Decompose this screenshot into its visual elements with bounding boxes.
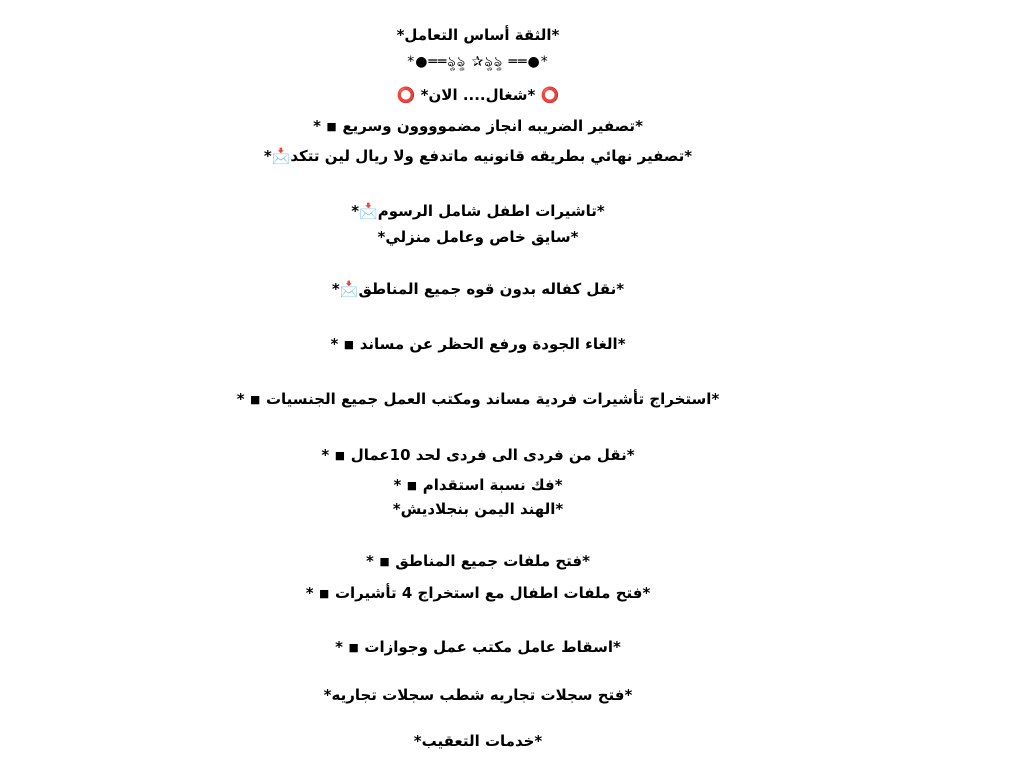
service-line-individual-transfer: *نقل من فردى الى فردى لحد 10عمال ◾ * (321, 446, 635, 464)
service-line-drop-worker: *اسقاط عامل مكتب عمل وجوازات ◾ * (335, 638, 621, 656)
service-line-child-visas: *تاشيرات اطفل شامل الرسوم📩* (351, 202, 605, 220)
service-line-driver-worker: *سايق خاص وعامل منزلي* (377, 228, 579, 246)
service-line-open-files: *فتح ملفات جميع المناطق ◾ * (366, 552, 590, 570)
service-line-tax-final: *تصفير نهائي بطريقه قانونيه ماتدفع ولا ريال لين تتكد📩* (263, 147, 693, 165)
service-line-musaned-ban: *الغاء الجودة ورفع الحظر عن مساند ◾ * (330, 335, 626, 353)
service-line-nationalities: *الهند اليمن بنجلاديش* (392, 500, 564, 518)
service-line-tax-zero: *تصفير الضريبه انجاز مضموووون وسريع ◾ * (313, 117, 643, 135)
title-line: *الثقة أساس التعامل* (396, 26, 560, 44)
service-line-individual-visas: *استخراج تأشيرات فردية مساند ومكتب العمل جميع الجنسيات ◾ * (236, 390, 720, 408)
service-line-sponsorship-transfer: *نقل كفاله بدون قوه جميع المناطق📩* (331, 280, 625, 298)
service-line-child-files: *فتح ملفات اطفال مع استخراج 4 تأشيرات ◾ * (305, 584, 651, 602)
service-line-recruitment-ratio: *فك نسبة استقدام ◾ * (393, 476, 563, 494)
service-line-commercial-records: *فتح سجلات تجاريه شطب سجلات تجاريه* (323, 686, 633, 704)
service-line-follow-up: *خدمات التعقيب* (413, 732, 543, 750)
ornament-divider: *●══ৡৡ ✰ৡৡ ══●* (407, 54, 549, 70)
status-line: ⭕ *شغال.... الان* ⭕ (396, 86, 560, 104)
